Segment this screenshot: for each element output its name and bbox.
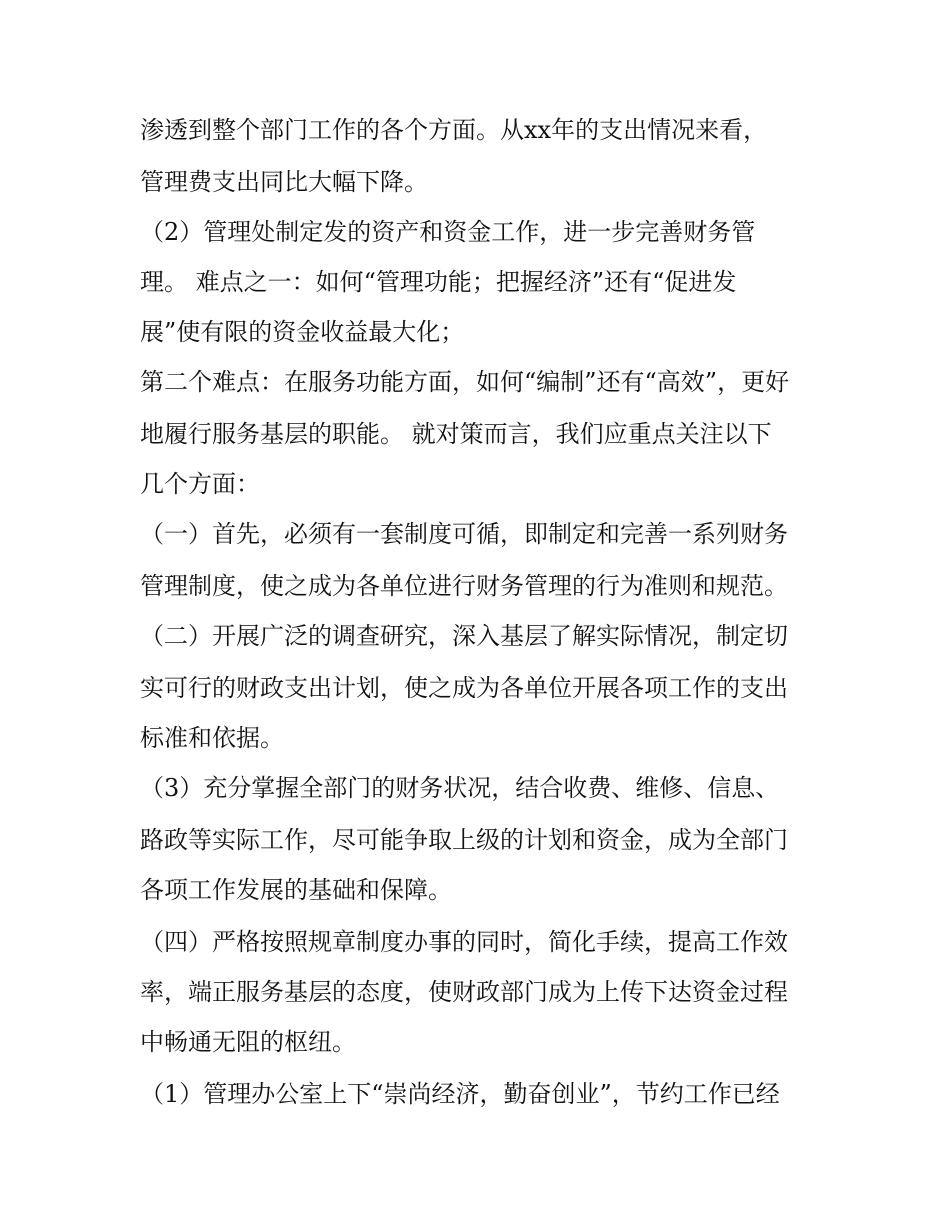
text-line: （2）管理处制定发的资产和资金工作，进一步完善财务管 — [140, 218, 756, 246]
text-line: 几个方面： — [140, 470, 260, 498]
text-line: 各项工作发展的基础和保障。 — [140, 876, 452, 904]
text-line: （一）首先，必须有一套制度可循，即制定和完善一系列财务 — [140, 520, 788, 548]
text-line: 理。 难点之一：如何“管理功能；把握经济”还有“促进发 — [140, 268, 737, 296]
text-line: 展”使有限的资金收益最大化； — [140, 318, 465, 346]
text-line: 第二个难点：在服务功能方面，如何“编制”还有“高效”，更好 — [140, 368, 790, 396]
text-line: 实可行的财政支出计划，使之成为各单位开展各项工作的支出 — [140, 674, 788, 702]
text-line: 中畅通无阻的枢纽。 — [140, 1028, 356, 1056]
text-line: 地履行服务基层的职能。 就对策而言，我们应重点关注以下 — [140, 420, 772, 448]
text-line: （1）管理办公室上下“崇尚经济，勤奋创业”，节约工作已经 — [140, 1080, 780, 1108]
text-line: （四）严格按照规章制度办事的同时，简化手续，提高工作效 — [140, 928, 788, 956]
text-line: （3）充分掌握全部门的财务状况，结合收费、维修、信息、 — [140, 774, 780, 802]
text-line: 率，端正服务基层的态度，使财政部门成为上传下达资金过程 — [140, 978, 788, 1006]
text-line: 渗透到整个部门工作的各个方面。从xx年的支出情况来看， — [140, 116, 768, 144]
text-line: 管理费支出同比大幅下降。 — [140, 168, 428, 196]
text-line: 路政等实际工作，尽可能争取上级的计划和资金，成为全部门 — [140, 826, 788, 854]
text-line: 管理制度，使之成为各单位进行财务管理的行为准则和规范。 — [140, 572, 788, 600]
text-line: 标准和依据。 — [140, 724, 284, 752]
text-line: （二）开展广泛的调查研究，深入基层了解实际情况，制定切 — [140, 622, 788, 650]
